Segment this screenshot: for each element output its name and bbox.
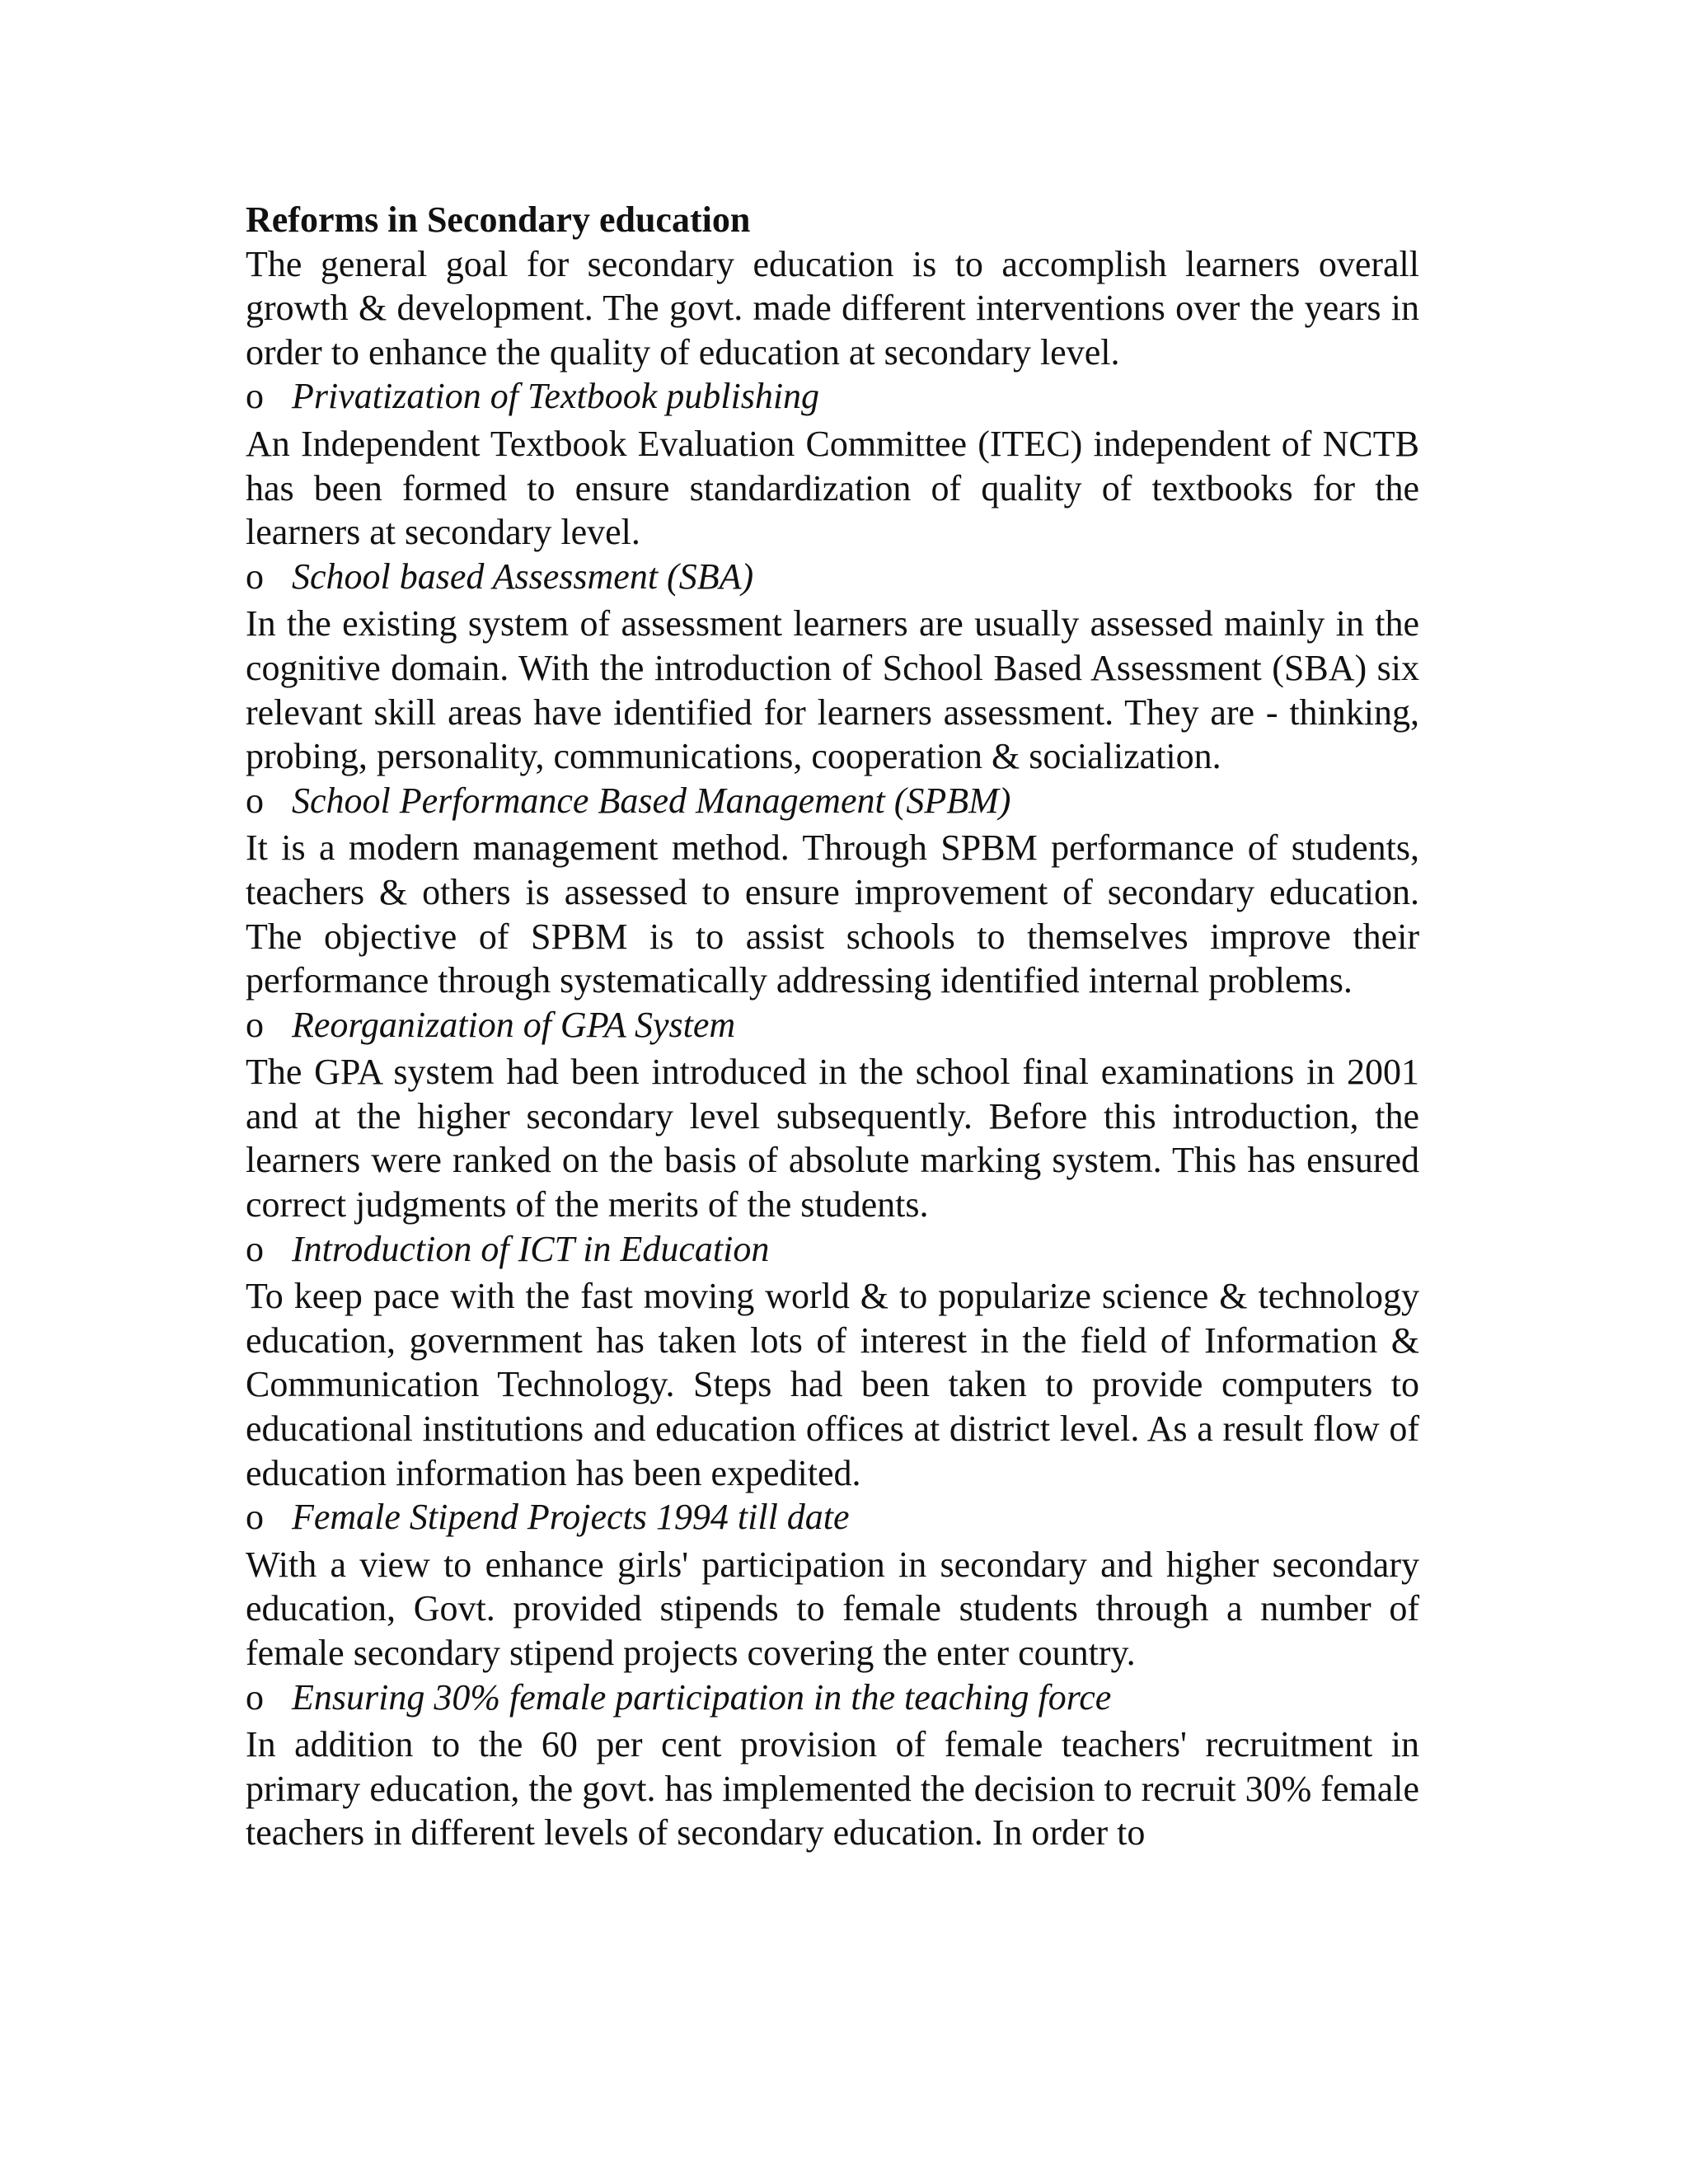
bullet-marker: o	[246, 376, 264, 417]
section-body: In addition to the 60 per cent provision of female teachers' recruitment in primary education, the govt. has implemented the decision to recruit 30% female teachers in different levels of secondary education. In order to	[246, 1724, 1419, 1854]
bullet-marker: o	[246, 1676, 264, 1718]
section-sba	[246, 555, 1419, 779]
section-heading	[246, 1675, 1419, 1720]
document-page	[246, 198, 1419, 1855]
section-heading-text: Ensuring 30% female participation in the teaching force	[292, 1676, 1112, 1718]
bullet-marker: o	[246, 1228, 264, 1269]
bullet-marker: o	[246, 1004, 264, 1045]
bullet-marker: o	[246, 555, 264, 597]
section-privatization	[246, 374, 1419, 554]
section-heading	[246, 555, 1419, 599]
section-gpa	[246, 1003, 1419, 1227]
section-heading	[246, 374, 1419, 419]
section-heading	[246, 779, 1419, 823]
intro-paragraph: The general goal for secondary education is to accomplish learners overall growth & development. The govt. made different interventions over the years in order to enhance the quality of education at secondary level.	[246, 243, 1419, 373]
bullet-marker: o	[246, 1497, 264, 1538]
section-heading-text: Female Stipend Projects 1994 till date	[292, 1497, 850, 1538]
bullet-marker: o	[246, 780, 264, 821]
section-heading-text: School based Assessment (SBA)	[292, 555, 754, 597]
document-title: Reforms in Secondary education	[246, 199, 751, 240]
section-body: It is a modern management method. Through SPBM performance of students, teachers & others is assessed to ensure improvement of secondary education. The objective of SPBM is to assist schools to themselves improve their performance through systematically addressing identified internal problems.	[246, 827, 1419, 1001]
section-heading	[246, 1227, 1419, 1272]
section-body: With a view to enhance girls' participation in secondary and higher secondary education, Govt. provided stipends to female students through a number of female secondary stipend projects covering the enter country.	[246, 1544, 1419, 1673]
section-ict	[246, 1227, 1419, 1496]
section-body: To keep pace with the fast moving world & to popularize science & technology education, government has taken lots of interest in the field of Information & Communication Technology. Steps had been taken to provide computers to educational institutions and education offices at district level. As a result flow of education information has been expedited.	[246, 1276, 1419, 1493]
section-heading-text: School Performance Based Management (SPBM)	[292, 780, 1011, 821]
section-heading-text: Privatization of Textbook publishing	[292, 376, 820, 417]
section-heading	[246, 1003, 1419, 1047]
section-body: In the existing system of assessment learners are usually assessed mainly in the cognitive domain. With the introduction of School Based Assessment (SBA) six relevant skill areas have identified for learners assessment. They are - thinking, probing, personality, communications, cooperation & socialization.	[246, 603, 1419, 777]
section-female-stipend	[246, 1495, 1419, 1675]
section-female-teachers	[246, 1675, 1419, 1855]
section-heading-text: Introduction of ICT in Education	[292, 1228, 770, 1269]
section-body: The GPA system had been introduced in the school final examinations in 2001 and at the higher secondary level subsequently. Before this introduction, the learners were ranked on the basis of absolute marking system. This has ensured correct judgments of the merits of the students.	[246, 1052, 1419, 1226]
section-body: An Independent Textbook Evaluation Committee (ITEC) independent of NCTB has been formed to ensure standardization of quality of textbooks for the learners at secondary level.	[246, 423, 1419, 553]
section-heading-text: Reorganization of GPA System	[292, 1004, 736, 1045]
section-heading	[246, 1495, 1419, 1540]
section-spbm	[246, 779, 1419, 1003]
